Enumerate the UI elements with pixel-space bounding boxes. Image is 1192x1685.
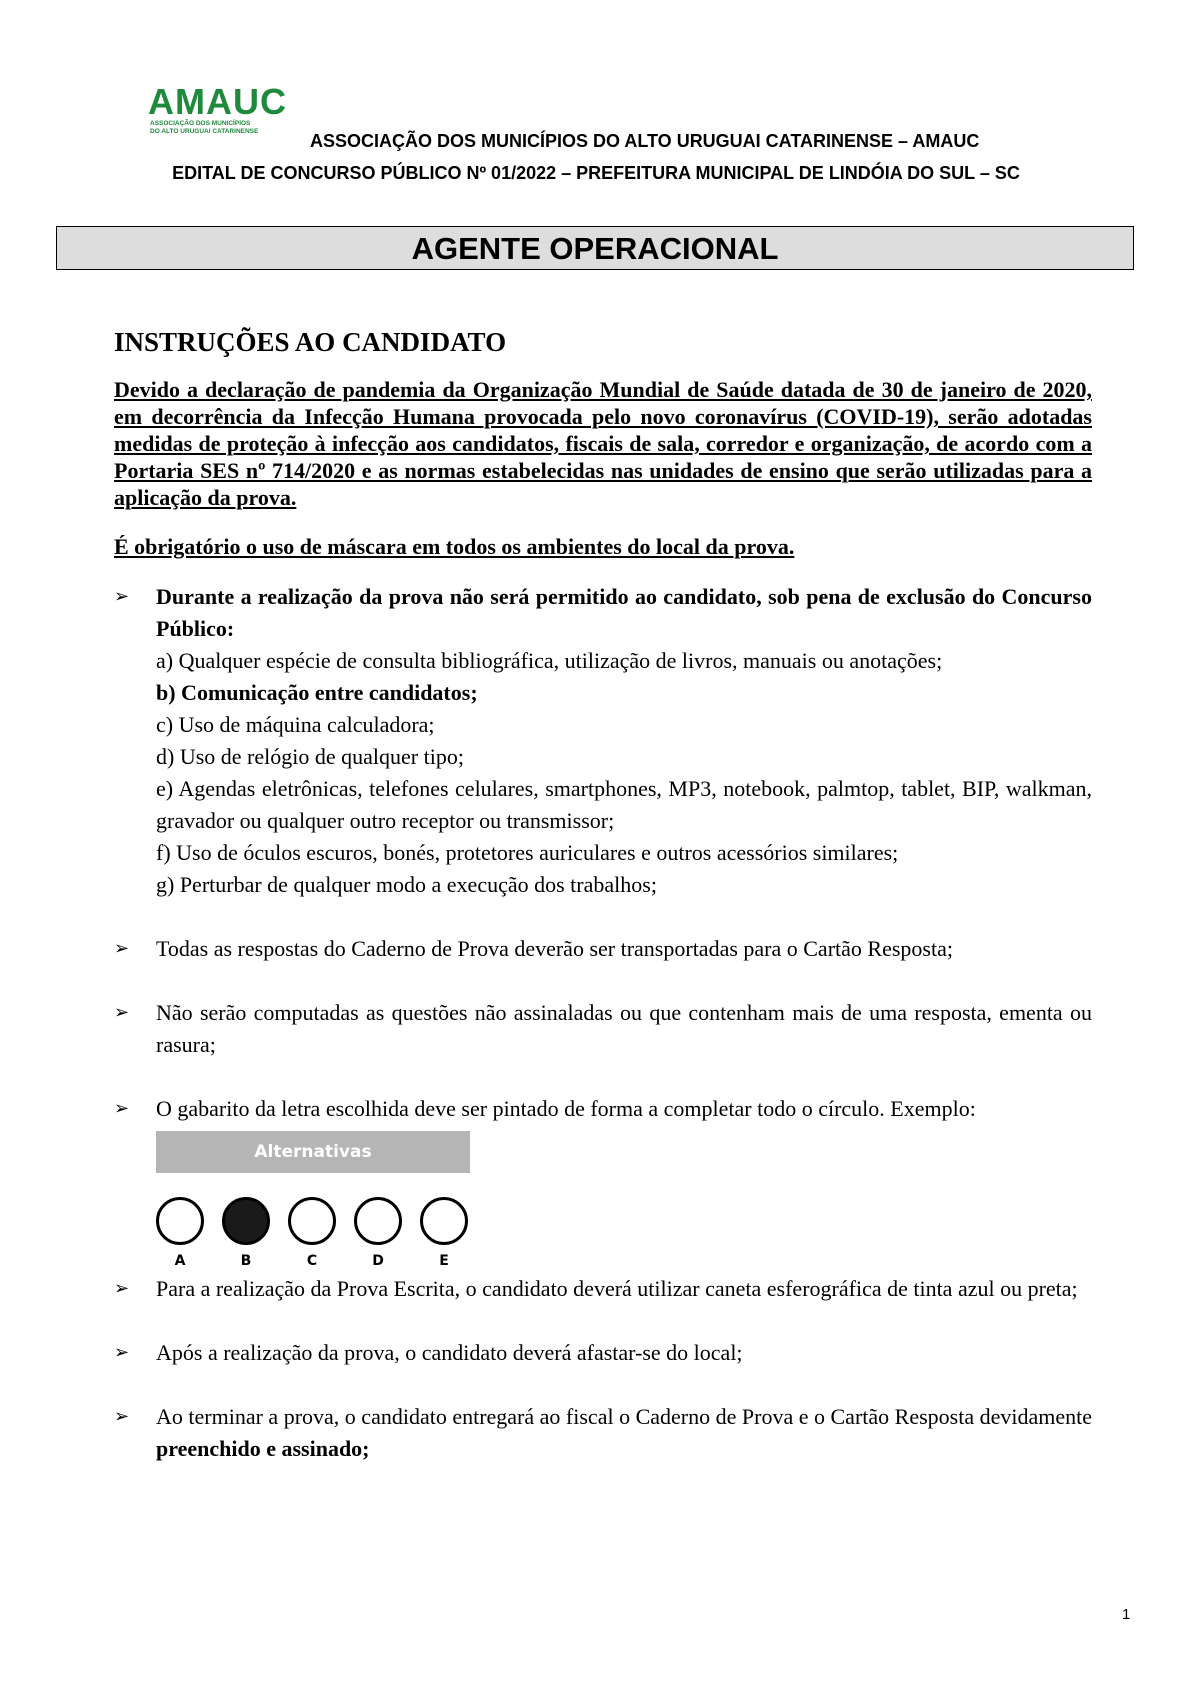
arrow-bullet-icon: ➢ (114, 1278, 130, 1299)
prohibited-item-c: c) Uso de máquina calculadora; (156, 712, 435, 737)
option-circle-c (288, 1197, 336, 1245)
arrow-bullet-icon: ➢ (114, 586, 130, 607)
option-circle-e (420, 1197, 468, 1245)
prohibited-lead: Durante a realização da prova não será permitido ao candidato, sob pena de exclusão do Concurso Público: (156, 584, 1092, 641)
prohibited-items (156, 645, 1092, 901)
list-item-pen (114, 1273, 1092, 1305)
instructions-content (114, 322, 1092, 1465)
fill-example-text: O gabarito da letra escolhida deve ser pintado de forma a completar todo o círculo. Exemplo: (156, 1096, 976, 1121)
alternatives-header: Alternativas (156, 1131, 470, 1173)
finish-text-bold: preenchido e assinado; (156, 1436, 370, 1461)
transport-text: Todas as respostas do Caderno de Prova deverão ser transportadas para o Cartão Resposta; (156, 936, 953, 961)
page-number: 1 (1122, 1606, 1131, 1623)
answer-example (156, 1131, 476, 1271)
finish-text: Ao terminar a prova, o candidato entregará ao fiscal o Caderno de Prova e o Cartão Resposta devidamente (156, 1404, 1092, 1429)
pen-text: Para a realização da Prova Escrita, o candidato deverá utilizar caneta esferográfica de tinta azul ou preta; (156, 1276, 1078, 1301)
mask-notice: É obrigatório o uso de máscara em todos os ambientes do local da prova. (114, 534, 795, 559)
covid-notice: Devido a declaração de pandemia da Organização Mundial de Saúde datada de 30 de janeiro de 2020, em decorrência da Infecção Humana provocada pelo novo coronavírus (COVID-19), serão adotadas medidas de proteção à infecção aos candidatos, fiscais de sala, corredor e organização, de acordo com a Portaria SES nº 714/2020 e as normas estabelecidas nas unidades de ensino que serão utilizadas para a aplicação da prova. (114, 377, 1092, 510)
not-computed-text: Não serão computadas as questões não assinaladas ou que contenham mais de uma resposta, ementa ou rasura; (156, 1000, 1092, 1057)
arrow-bullet-icon: ➢ (114, 1406, 130, 1427)
list-item-fill-example (114, 1093, 1092, 1271)
page-title: AGENTE OPERACIONAL (56, 226, 1134, 270)
prohibited-item-e: e) Agendas eletrônicas, telefones celulares, smartphones, MP3, notebook, palmtop, tablet, BIP, walkman, gravador ou qualquer outro receptor ou transmissor; (156, 776, 1092, 833)
prohibited-item-g: g) Perturbar de qualquer modo a execução dos trabalhos; (156, 872, 657, 897)
list-item-leave (114, 1337, 1092, 1369)
arrow-bullet-icon: ➢ (114, 1098, 130, 1119)
amauc-logo (148, 81, 308, 136)
logo-wordmark: AMAUC (148, 81, 287, 122)
option-circle-b-filled (222, 1197, 270, 1245)
option-label-d: D (372, 1253, 384, 1269)
instruction-list (114, 581, 1092, 1465)
prohibited-item-b: b) Comunicação entre candidatos; (156, 680, 478, 705)
option-label-e: E (439, 1253, 449, 1269)
option-label-a: A (174, 1253, 186, 1269)
section-title: INSTRUÇÕES AO CANDIDATO (114, 327, 507, 357)
header-edital: EDITAL DE CONCURSO PÚBLICO Nº 01/2022 – PREFEITURA MUNICIPAL DE LINDÓIA DO SUL – SC (172, 163, 1020, 183)
list-item-finish (114, 1401, 1092, 1465)
header-association: ASSOCIAÇÃO DOS MUNICÍPIOS DO ALTO URUGUAI CATARINENSE – AMAUC (310, 131, 980, 151)
logo-subtitle-line2: DO ALTO URUGUAI CATARINENSE (150, 128, 259, 135)
prohibited-item-d: d) Uso de relógio de qualquer tipo; (156, 744, 464, 769)
arrow-bullet-icon: ➢ (114, 1002, 130, 1023)
option-circle-a (156, 1197, 204, 1245)
list-item-not-computed (114, 997, 1092, 1061)
option-label-c: C (306, 1253, 318, 1269)
prohibited-item-a: a) Qualquer espécie de consulta bibliográfica, utilização de livros, manuais ou anotações; (156, 648, 943, 673)
logo-subtitle-line1: ASSOCIAÇÃO DOS MUNICÍPIOS (150, 120, 251, 127)
arrow-bullet-icon: ➢ (114, 1342, 130, 1363)
prohibited-item-f: f) Uso de óculos escuros, bonés, protetores auriculares e outros acessórios similares; (156, 840, 899, 865)
option-label-b: B (240, 1253, 252, 1269)
arrow-bullet-icon: ➢ (114, 938, 130, 959)
option-circle-d (354, 1197, 402, 1245)
list-item-transport (114, 933, 1092, 965)
list-item-prohibited (114, 581, 1092, 901)
leave-text: Após a realização da prova, o candidato deverá afastar-se do local; (156, 1340, 743, 1365)
